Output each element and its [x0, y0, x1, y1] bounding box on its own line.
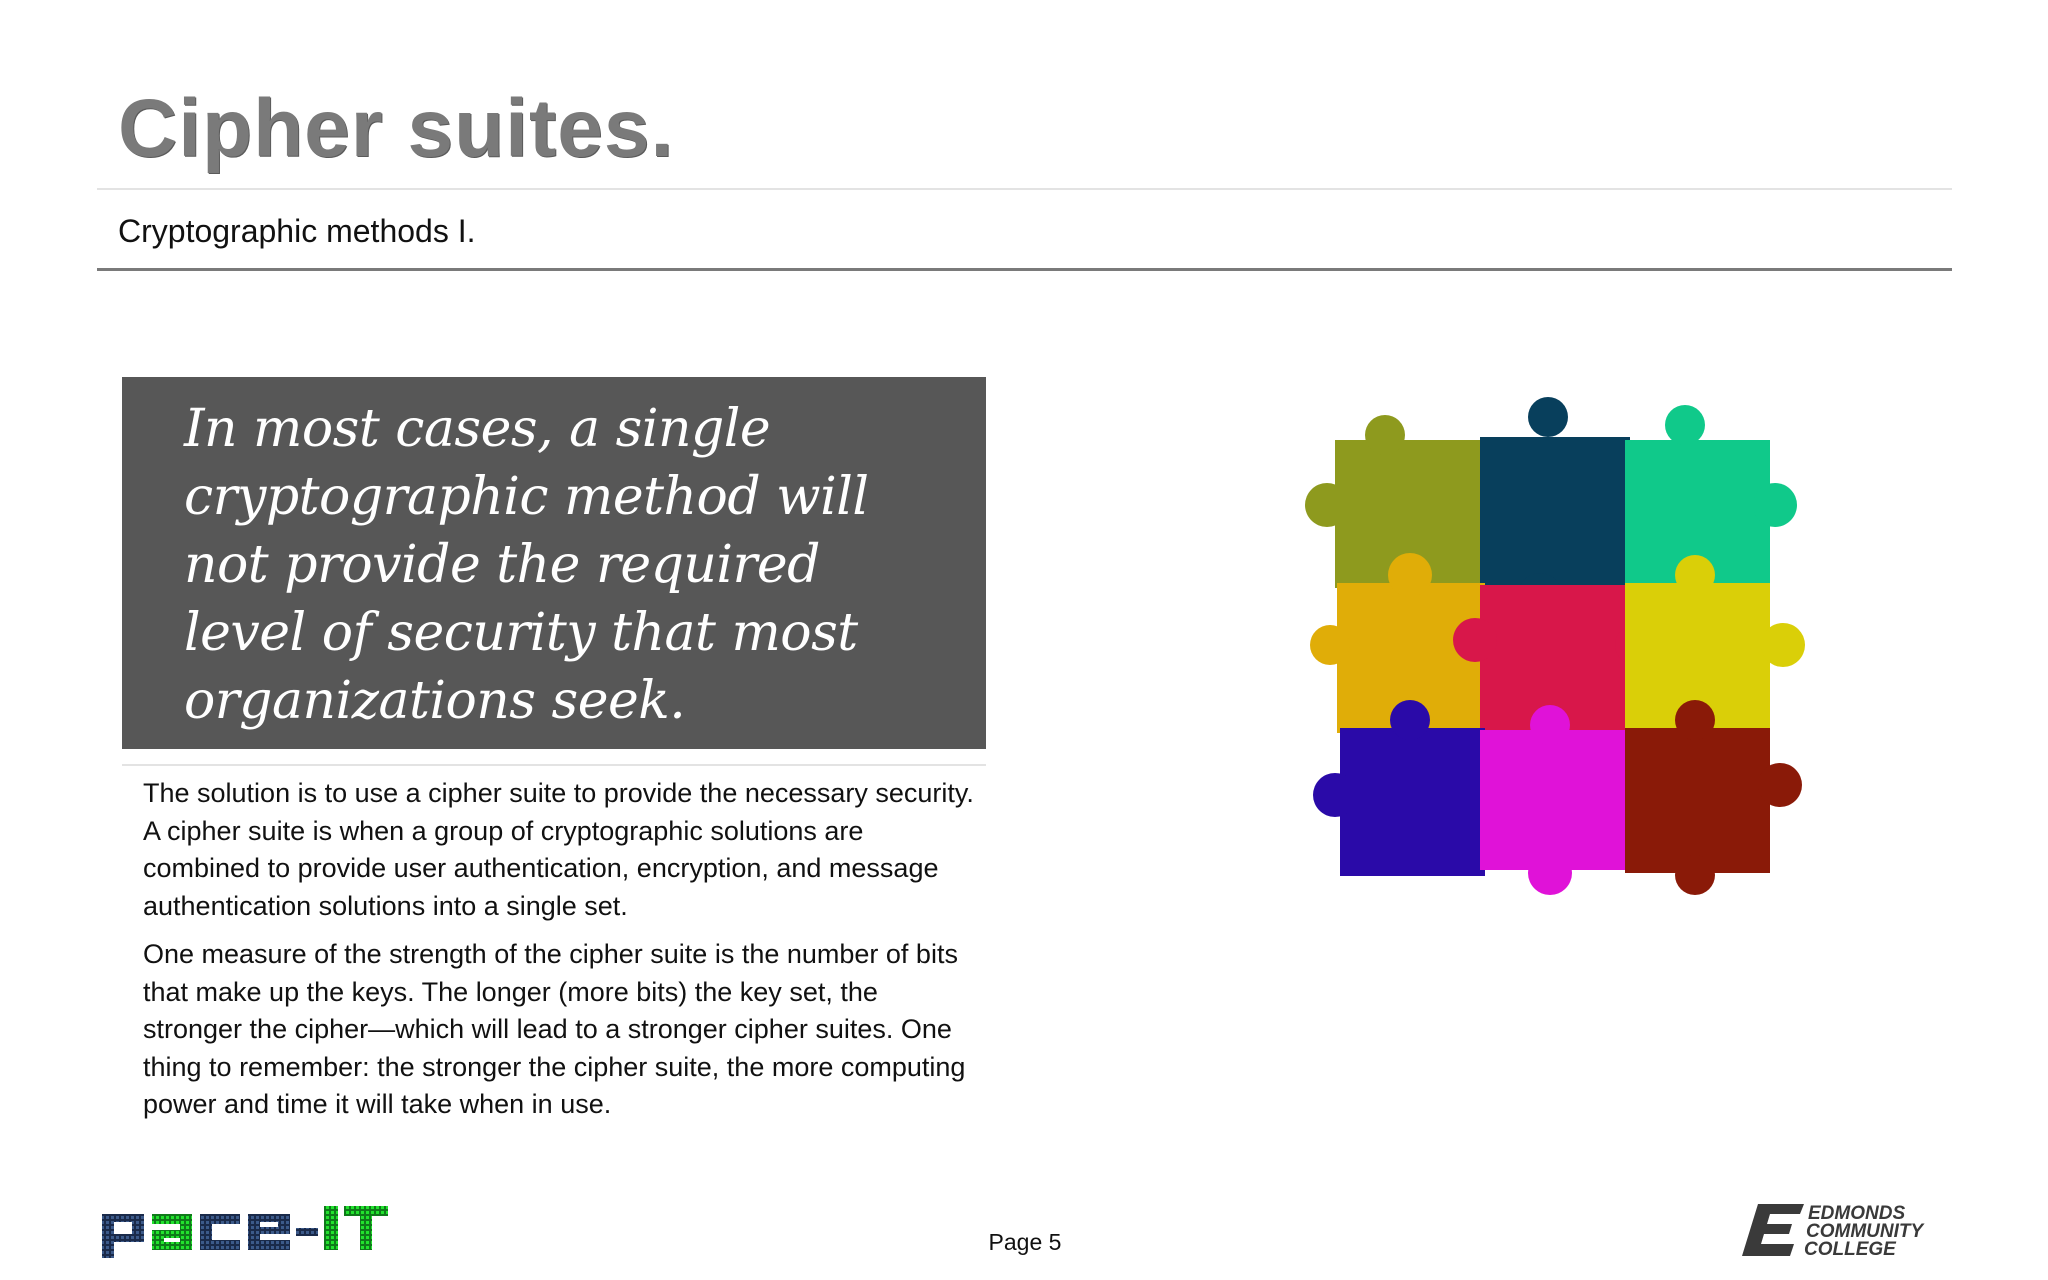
body-text: [143, 775, 983, 1135]
puzzle-pieces: [1305, 397, 1805, 895]
quote-text: [184, 395, 946, 735]
quote-line: level of security that most: [184, 603, 858, 663]
edmonds-community-college-logo: [1740, 1200, 1950, 1260]
quote-line: cryptographic method will: [184, 467, 869, 527]
slide-title: Cipher suites.: [118, 83, 675, 174]
ecc-line-1: EDMONDS: [1808, 1203, 1906, 1224]
body-paragraph: One measure of the strength of the cipher suite is the number of bits that make up the keys. The longer (more bits) the key set, the stronger the cipher—which will lead to a stronger cipher suites. One thing to remember: the stronger the cipher suite, the more computing power and time it will take when in use.: [143, 939, 966, 1119]
puzzle-image: [1275, 395, 1815, 895]
page-number: Page 5: [988, 1229, 1062, 1255]
quote-line: not provide the required: [184, 535, 820, 595]
quote-line: organizations seek.: [184, 671, 686, 731]
quote-line: In most cases, a single: [184, 399, 771, 459]
puzzle-piece-maroon: [1625, 700, 1802, 895]
pace-it-logo: [100, 1200, 390, 1260]
quote-divider: [122, 764, 986, 766]
puzzle-piece-magenta: [1480, 705, 1630, 895]
ecc-line-3: COLLEGE: [1804, 1239, 1896, 1260]
body-paragraph: The solution is to use a cipher suite to provide the necessary security. A cipher suite is when a group of cryptographic solutions are combined to provide user authentication, encryption, and message authentication solutions into a single set.: [143, 778, 974, 921]
puzzle-piece-navy: [1480, 397, 1630, 617]
slide-subtitle: Cryptographic methods I.: [118, 213, 476, 249]
subtitle-divider: [97, 268, 1952, 271]
title-divider: [97, 188, 1952, 190]
puzzle-piece-teal: [1625, 405, 1797, 588]
quote-callout: [122, 377, 986, 749]
ecc-line-2: COMMUNITY: [1806, 1221, 1924, 1242]
